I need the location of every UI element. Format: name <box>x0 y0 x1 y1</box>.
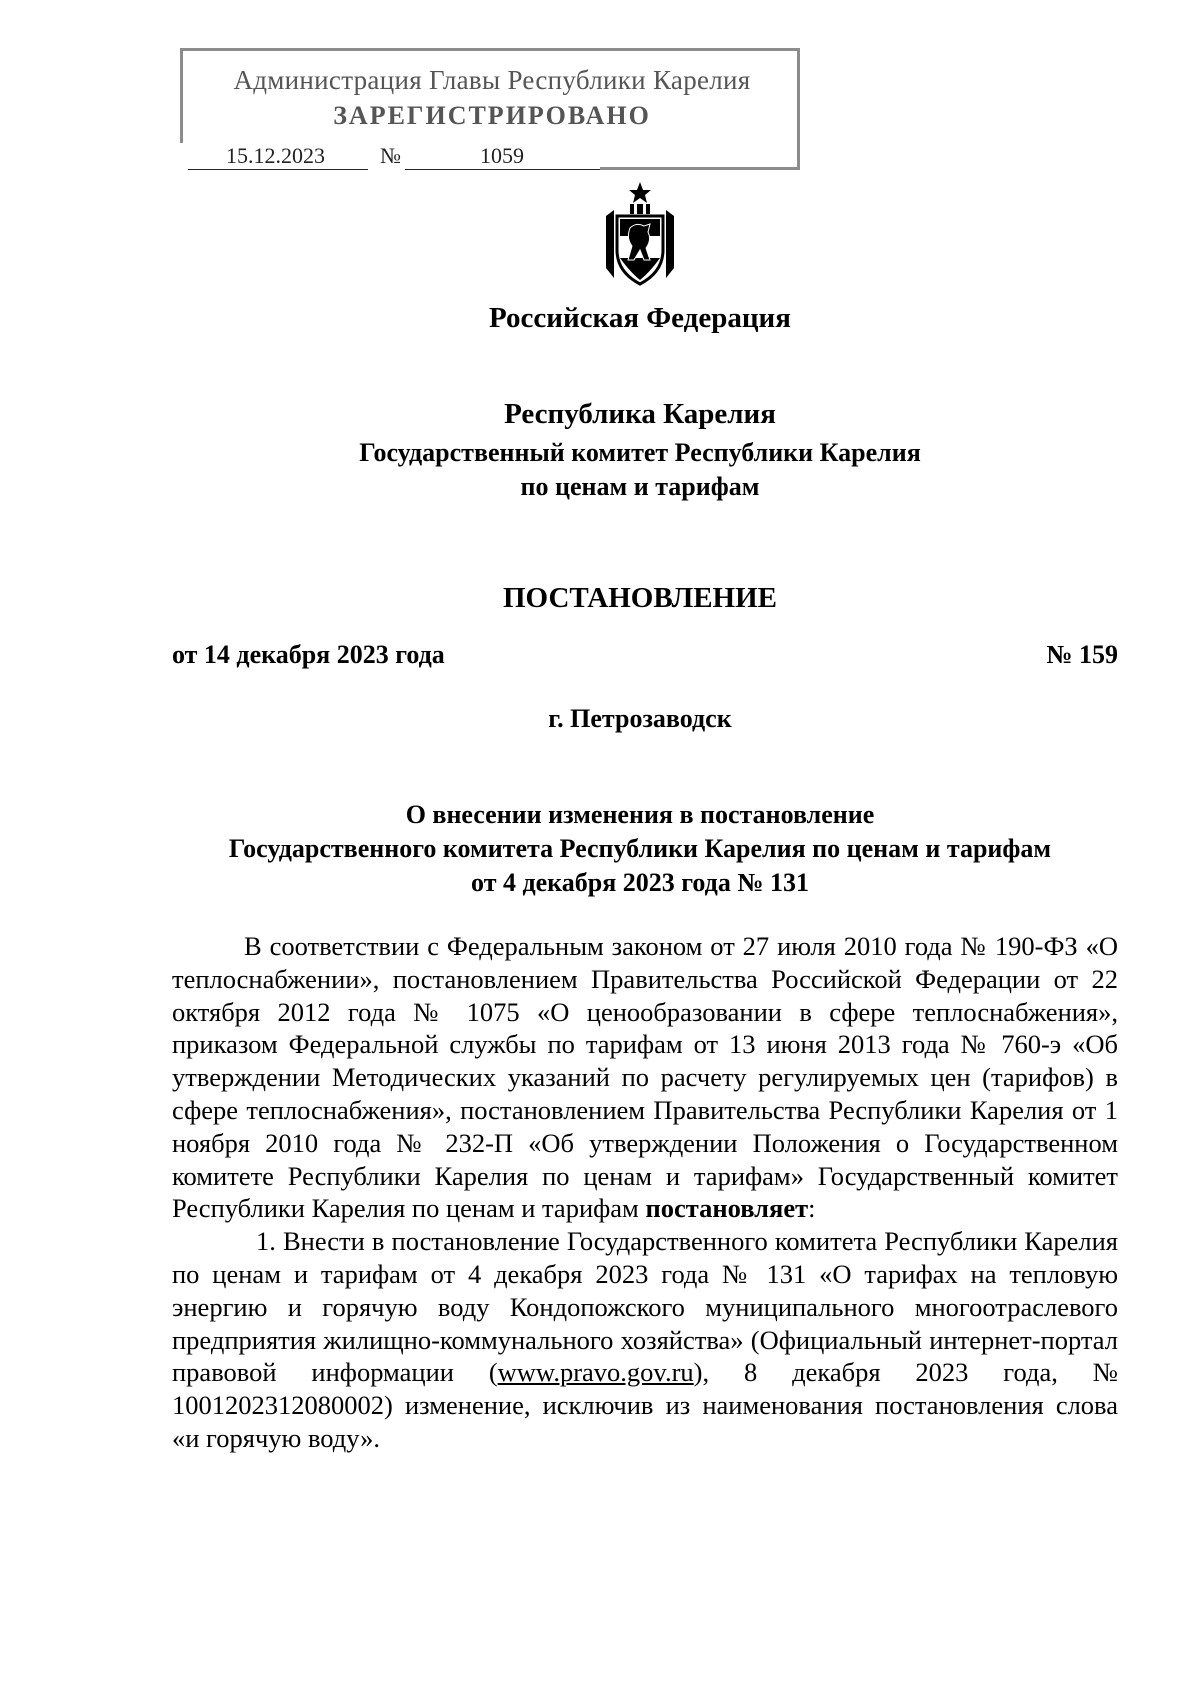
title-line2: Государственного комитета Республики Карелия по ценам и тарифам <box>228 834 1052 863</box>
stamp-authority: Администрация Главы Республики Карелия <box>233 65 751 95</box>
preamble-text: В соответствии с Федеральным законом от 27 июля 2010 года № 190-ФЗ «О теплоснабжении», постановлением Правительства Российской Федерации от 22 октября 2012 года № 1075 «О ценообразовании в сфере теплоснабжения», приказом Федеральной службы по тарифам от 13 июня 2013 года № 760-э «Об утверждении Методических указаний по расчету регулируемых цен (тарифов) в сфере теплоснабжения», постановлением Правительства Республики Карелия от 1 ноября 2010 года № 232-П «Об утверждении Положения о Государственном комитете Республики Карелия по ценам и тарифам» Государственный комитет Республики Карелия по ценам и тарифам <box>172 931 1118 1224</box>
document-body <box>172 930 1118 1455</box>
stamp-date: 15.12.2023 <box>226 143 325 168</box>
stamp-registration-line <box>180 143 600 173</box>
clause-1-end: ), 8 декабря 2023 года, № 1001202312080002) изменение, исключив из наименования постановления слова «и горячую воду». <box>172 1357 1119 1453</box>
clause-1-text: 1. Внести в постановление Государственного комитета Республики Карелия по ценам и тарифам от 4 декабря 2023 года № 131 «О тарифах на тепловую энергию и горячую воду Кондопожского муниципального многоотраслевого предприятия жилищно-коммунального хозяйства» (Официальный интернет-портал правовой информации ( <box>172 1226 1118 1388</box>
pravo-gov-link[interactable]: www.pravo.gov.ru <box>497 1357 694 1388</box>
karelia-coat-of-arms-icon <box>600 180 680 288</box>
preamble-paragraph <box>172 930 1118 1225</box>
stamp-underline-number <box>405 169 600 170</box>
city: г. Петрозаводск <box>548 704 732 733</box>
document-date: от 14 декабря 2023 года <box>172 640 445 669</box>
committee-line2: по ценам и тарифам <box>520 472 760 501</box>
document-number: № 159 <box>1046 640 1118 669</box>
title-line3: от 4 декабря 2023 года № 131 <box>471 868 809 897</box>
registration-stamp <box>180 48 800 170</box>
document-type: ПОСТАНОВЛЕНИЕ <box>502 582 777 614</box>
stamp-underline-date <box>188 169 368 170</box>
republic-title: Республика Карелия <box>504 398 776 430</box>
resolves-word: постановляет <box>645 1193 809 1224</box>
stamp-registered: ЗАРЕГИСТРИРОВАНО <box>333 101 651 130</box>
stamp-number-sign: № <box>380 143 401 168</box>
title-line1: О внесении изменения в постановление <box>405 800 875 829</box>
stamp-number: 1059 <box>480 143 524 168</box>
clause-1-paragraph <box>172 1225 1118 1455</box>
committee-line1: Государственный комитет Республики Карелия <box>359 438 921 467</box>
federation-title: Российская Федерация <box>489 302 791 334</box>
preamble-end: : <box>808 1193 816 1224</box>
